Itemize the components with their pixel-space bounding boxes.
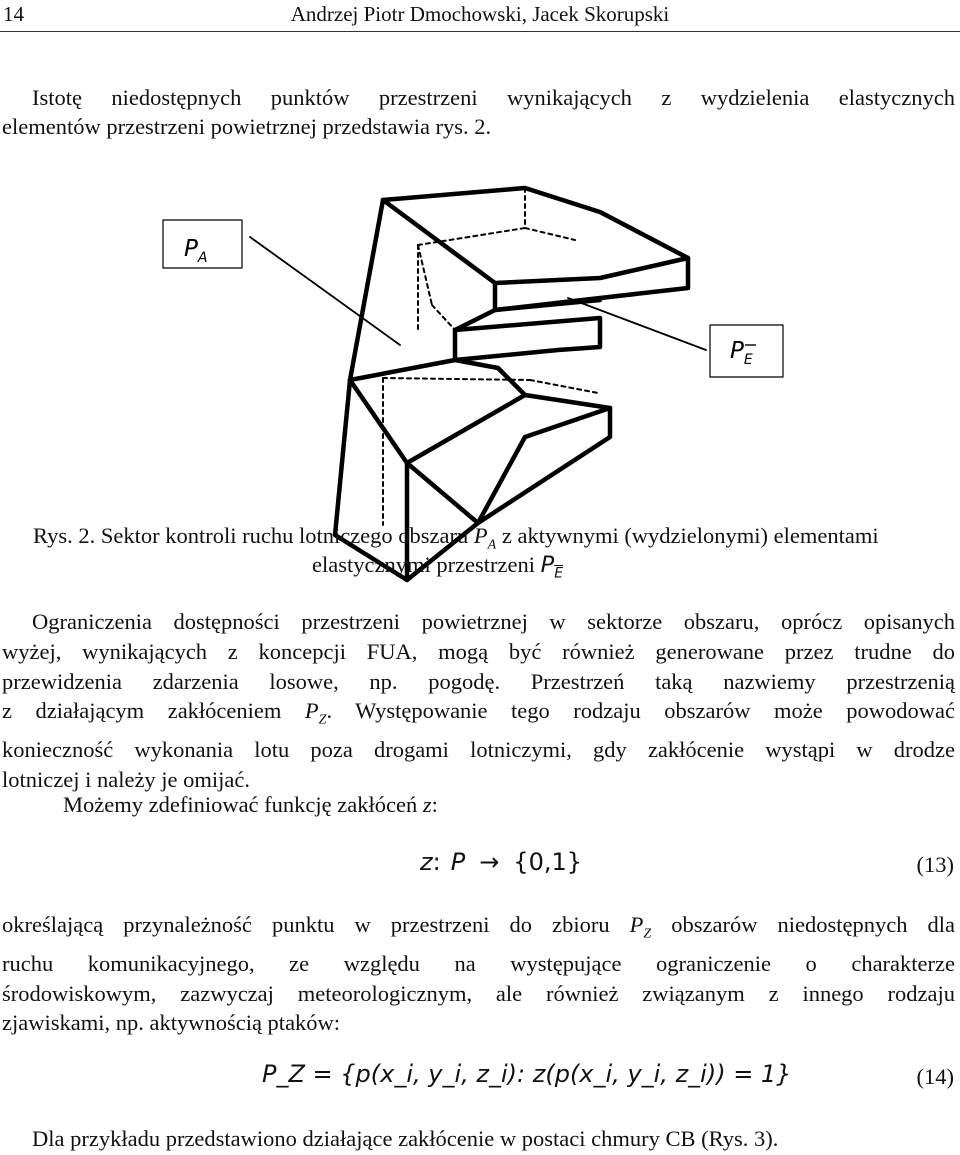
caption-line-1: Rys. 2. Sektor kontroli ruchu lotniczego obszaru $P_A$ z aktywnymi (wydzielonymi) elementami bbox=[33, 523, 879, 553]
figure-caption-cont bbox=[2, 550, 912, 589]
p1-line-1: Ograniczenia dostępności przestrzeni powietrznej w sektorze obszaru, oprócz opisanych bbox=[32, 609, 955, 634]
paragraph-1 bbox=[2, 607, 955, 637]
running-header-authors: Andrzej Piotr Dmochowski, Jacek Skorupski bbox=[290, 2, 670, 26]
label-box-pe bbox=[710, 325, 783, 377]
p2-line-1: określającą przynależność punktu w przestrzeni do zbioru $P_Z$ obszarów niedostępnych dla bbox=[2, 912, 955, 942]
equation-13: z: P → {0,1} bbox=[420, 848, 583, 876]
caption-line-2: elastycznymi przestrzeni $P_{\overline{E}}$ bbox=[312, 552, 564, 582]
paragraph-1-cont bbox=[2, 637, 955, 794]
closing-line: Dla przykładu przedstawiono działające zakłócenie w postaci chmury CB (Rys. 3). bbox=[32, 1126, 779, 1151]
equation-14-number: (14) bbox=[916, 1064, 954, 1089]
p2-line-3: środowiskowym, zazwyczaj meteorologicznym, ale również związanym z innego rodzaju bbox=[2, 980, 955, 1006]
equation-14 bbox=[262, 1060, 791, 1089]
closing-paragraph bbox=[2, 1124, 955, 1154]
p1-line-6: lotniczej i należy je omijać. bbox=[2, 766, 251, 792]
intro-line-2: elementów przestrzeni powietrznej przedstawia rys. 2. bbox=[2, 114, 492, 139]
p1-line-5: konieczność wykonania lotu poza drogami lotniczymi, gdy zakłócenie wystąpi w drodze bbox=[2, 737, 955, 762]
paragraph-2 bbox=[2, 910, 955, 1038]
page-number: 14 bbox=[3, 2, 24, 26]
p1-line-3: przewidzenia zdarzenia losowe, np. pogodę. Przestrzeń taką nazwiemy przestrzenią bbox=[2, 668, 955, 694]
label-pa: $P_A$ bbox=[184, 236, 208, 266]
p1-line-4: z działającym zakłóceniem $P_Z$. Występowanie tego rodzaju obszarów może powodować bbox=[2, 698, 955, 728]
p1-line-7: Możemy zdefiniować funkcję zakłóceń z: bbox=[63, 792, 438, 817]
leader-line-pe bbox=[568, 298, 706, 350]
p2-line-4: zjawiskami, np. aktywnością ptaków: bbox=[2, 1010, 341, 1035]
p1-line-2: wyżej, wynikających z koncepcji FUA, mogą być również generowane przez trudne do bbox=[2, 639, 955, 664]
leader-line-pa bbox=[250, 237, 400, 345]
p2-line-2: ruchu komunikacyjnego, ze względu na występujące ograniczenie o charakterze bbox=[2, 951, 955, 976]
equation-13-number: (13) bbox=[916, 852, 954, 877]
equation-14-formula: P_Z = {p(x_i, y_i, z_i): z(p(x_i, y_i, z_i)) = 1} bbox=[262, 1060, 792, 1088]
label-pe: $P_E$ bbox=[730, 338, 753, 368]
intro-line-1: Istotę niedostępnych punktów przestrzeni wynikających z wydzielenia elastycznych bbox=[32, 85, 955, 110]
paragraph-1-define bbox=[2, 790, 955, 820]
